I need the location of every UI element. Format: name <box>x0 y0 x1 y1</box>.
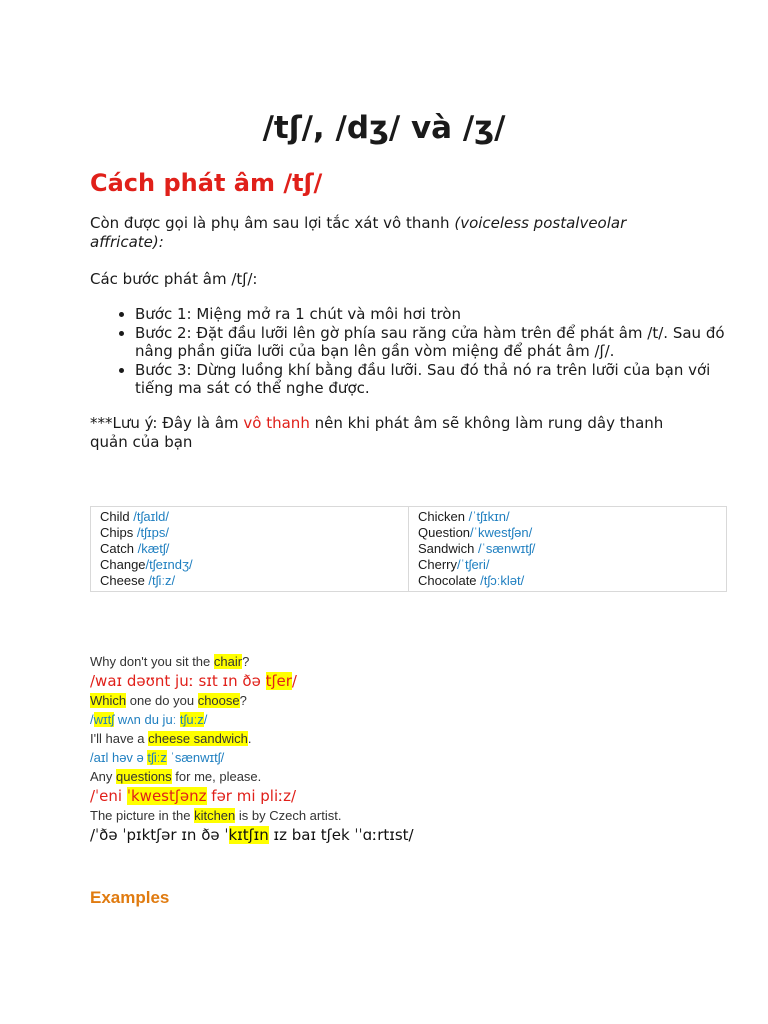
note-paragraph <box>90 414 690 452</box>
word-column-left <box>91 507 409 592</box>
step-item: • Bước 2: Đặt đầu lưỡi lên gờ phía sau răng cửa hàm trên để phát âm /t/. Sau đó nâng phần giữa lưỡi của bạn lên gần vòm miệng để phát âm /ʃ/. <box>135 324 735 361</box>
word: Change <box>100 557 146 572</box>
note-highlight: vô thanh <box>243 414 310 432</box>
example-ipa: /ˈeni ˈkwestʃənz fər mi pliːz/ <box>90 787 297 805</box>
word: Sandwich <box>418 541 475 556</box>
example-ipa: /waɪ dəʊnt juː sɪt ɪn ðə tʃer/ <box>90 672 297 690</box>
step-item: • Bước 1: Miệng mở ra 1 chút và môi hơi tròn <box>135 305 735 324</box>
word-entry <box>418 573 717 589</box>
word-table <box>90 506 727 592</box>
word-entry <box>418 557 717 573</box>
word-ipa: /ˈtʃeri/ <box>457 557 490 572</box>
word-entry <box>418 541 717 557</box>
word-ipa: /ˈtʃɪkɪn/ <box>464 509 510 524</box>
intro-paragraph <box>90 214 690 252</box>
word-ipa: /tʃeɪndʒ/ <box>145 557 193 572</box>
word: Catch <box>100 541 134 556</box>
steps-heading: Các bước phát âm /tʃ/: <box>90 270 258 288</box>
word-entry <box>100 557 399 573</box>
word-ipa: /tʃiːz/ <box>144 573 176 588</box>
word: Chips <box>100 525 134 540</box>
example-sentence: Why don't you sit the chair? <box>90 654 250 669</box>
word-entry <box>100 509 399 525</box>
example-ipa: /ˈðə ˈpɪktʃər ɪn ðə ˈkɪtʃɪn ɪz baɪ tʃek ˈˈɑːrtɪst/ <box>90 826 414 844</box>
page-title: /tʃ/, /dʒ/ và /ʒ/ <box>262 110 506 146</box>
word: Cheese <box>100 573 145 588</box>
word-ipa: /ˈkwestʃən/ <box>470 525 533 540</box>
word: Child <box>100 509 130 524</box>
word: Chicken <box>418 509 465 524</box>
example-ipa: /aɪl həv ə tʃiːz ˈsænwɪtʃ/ <box>90 750 225 765</box>
note-suffix: nên khi phát âm sẽ không làm rung dây thanh quản của bạn <box>90 414 664 451</box>
example-sentence: I'll have a cheese sandwich. <box>90 731 252 746</box>
word-ipa: /tʃɔːklət/ <box>476 573 525 588</box>
intro-italic: (voiceless postalveolar affricate): <box>90 214 627 251</box>
word-ipa: /tʃaɪld/ <box>129 509 169 524</box>
example-sentence: Which one do you choose? <box>90 693 247 708</box>
word-column-right <box>409 507 727 592</box>
note-prefix: ***Lưu ý: Đây là âm <box>90 414 244 432</box>
word-entry <box>100 525 399 541</box>
steps-list <box>90 305 735 398</box>
word: Cherry <box>418 557 458 572</box>
example-sentence: Any questions for me, please. <box>90 769 262 784</box>
example-ipa: /wɪtʃ wʌn du juː tʃuːz/ <box>90 712 208 727</box>
word-ipa: /kætʃ/ <box>133 541 170 556</box>
word-ipa: /tʃɪps/ <box>133 525 169 540</box>
word-entry <box>418 525 717 541</box>
word: Chocolate <box>418 573 477 588</box>
example-sentence: The picture in the kitchen is by Czech artist. <box>90 808 342 823</box>
word-entry <box>100 573 399 589</box>
word-entry <box>100 541 399 557</box>
examples-heading: Examples <box>90 888 170 907</box>
intro-text: Còn được gọi là phụ âm sau lợi tắc xát vô thanh <box>90 214 455 232</box>
section-heading: Cách phát âm /tʃ/ <box>90 169 323 197</box>
word: Question <box>418 525 471 540</box>
word-entry <box>418 509 717 525</box>
word-ipa: /ˈsænwɪtʃ/ <box>474 541 536 556</box>
step-item: • Bước 3: Dừng luồng khí bằng đầu lưỡi. Sau đó thả nó ra trên lưỡi của bạn với tiếng ma sát có thể nghe được. <box>135 361 735 398</box>
